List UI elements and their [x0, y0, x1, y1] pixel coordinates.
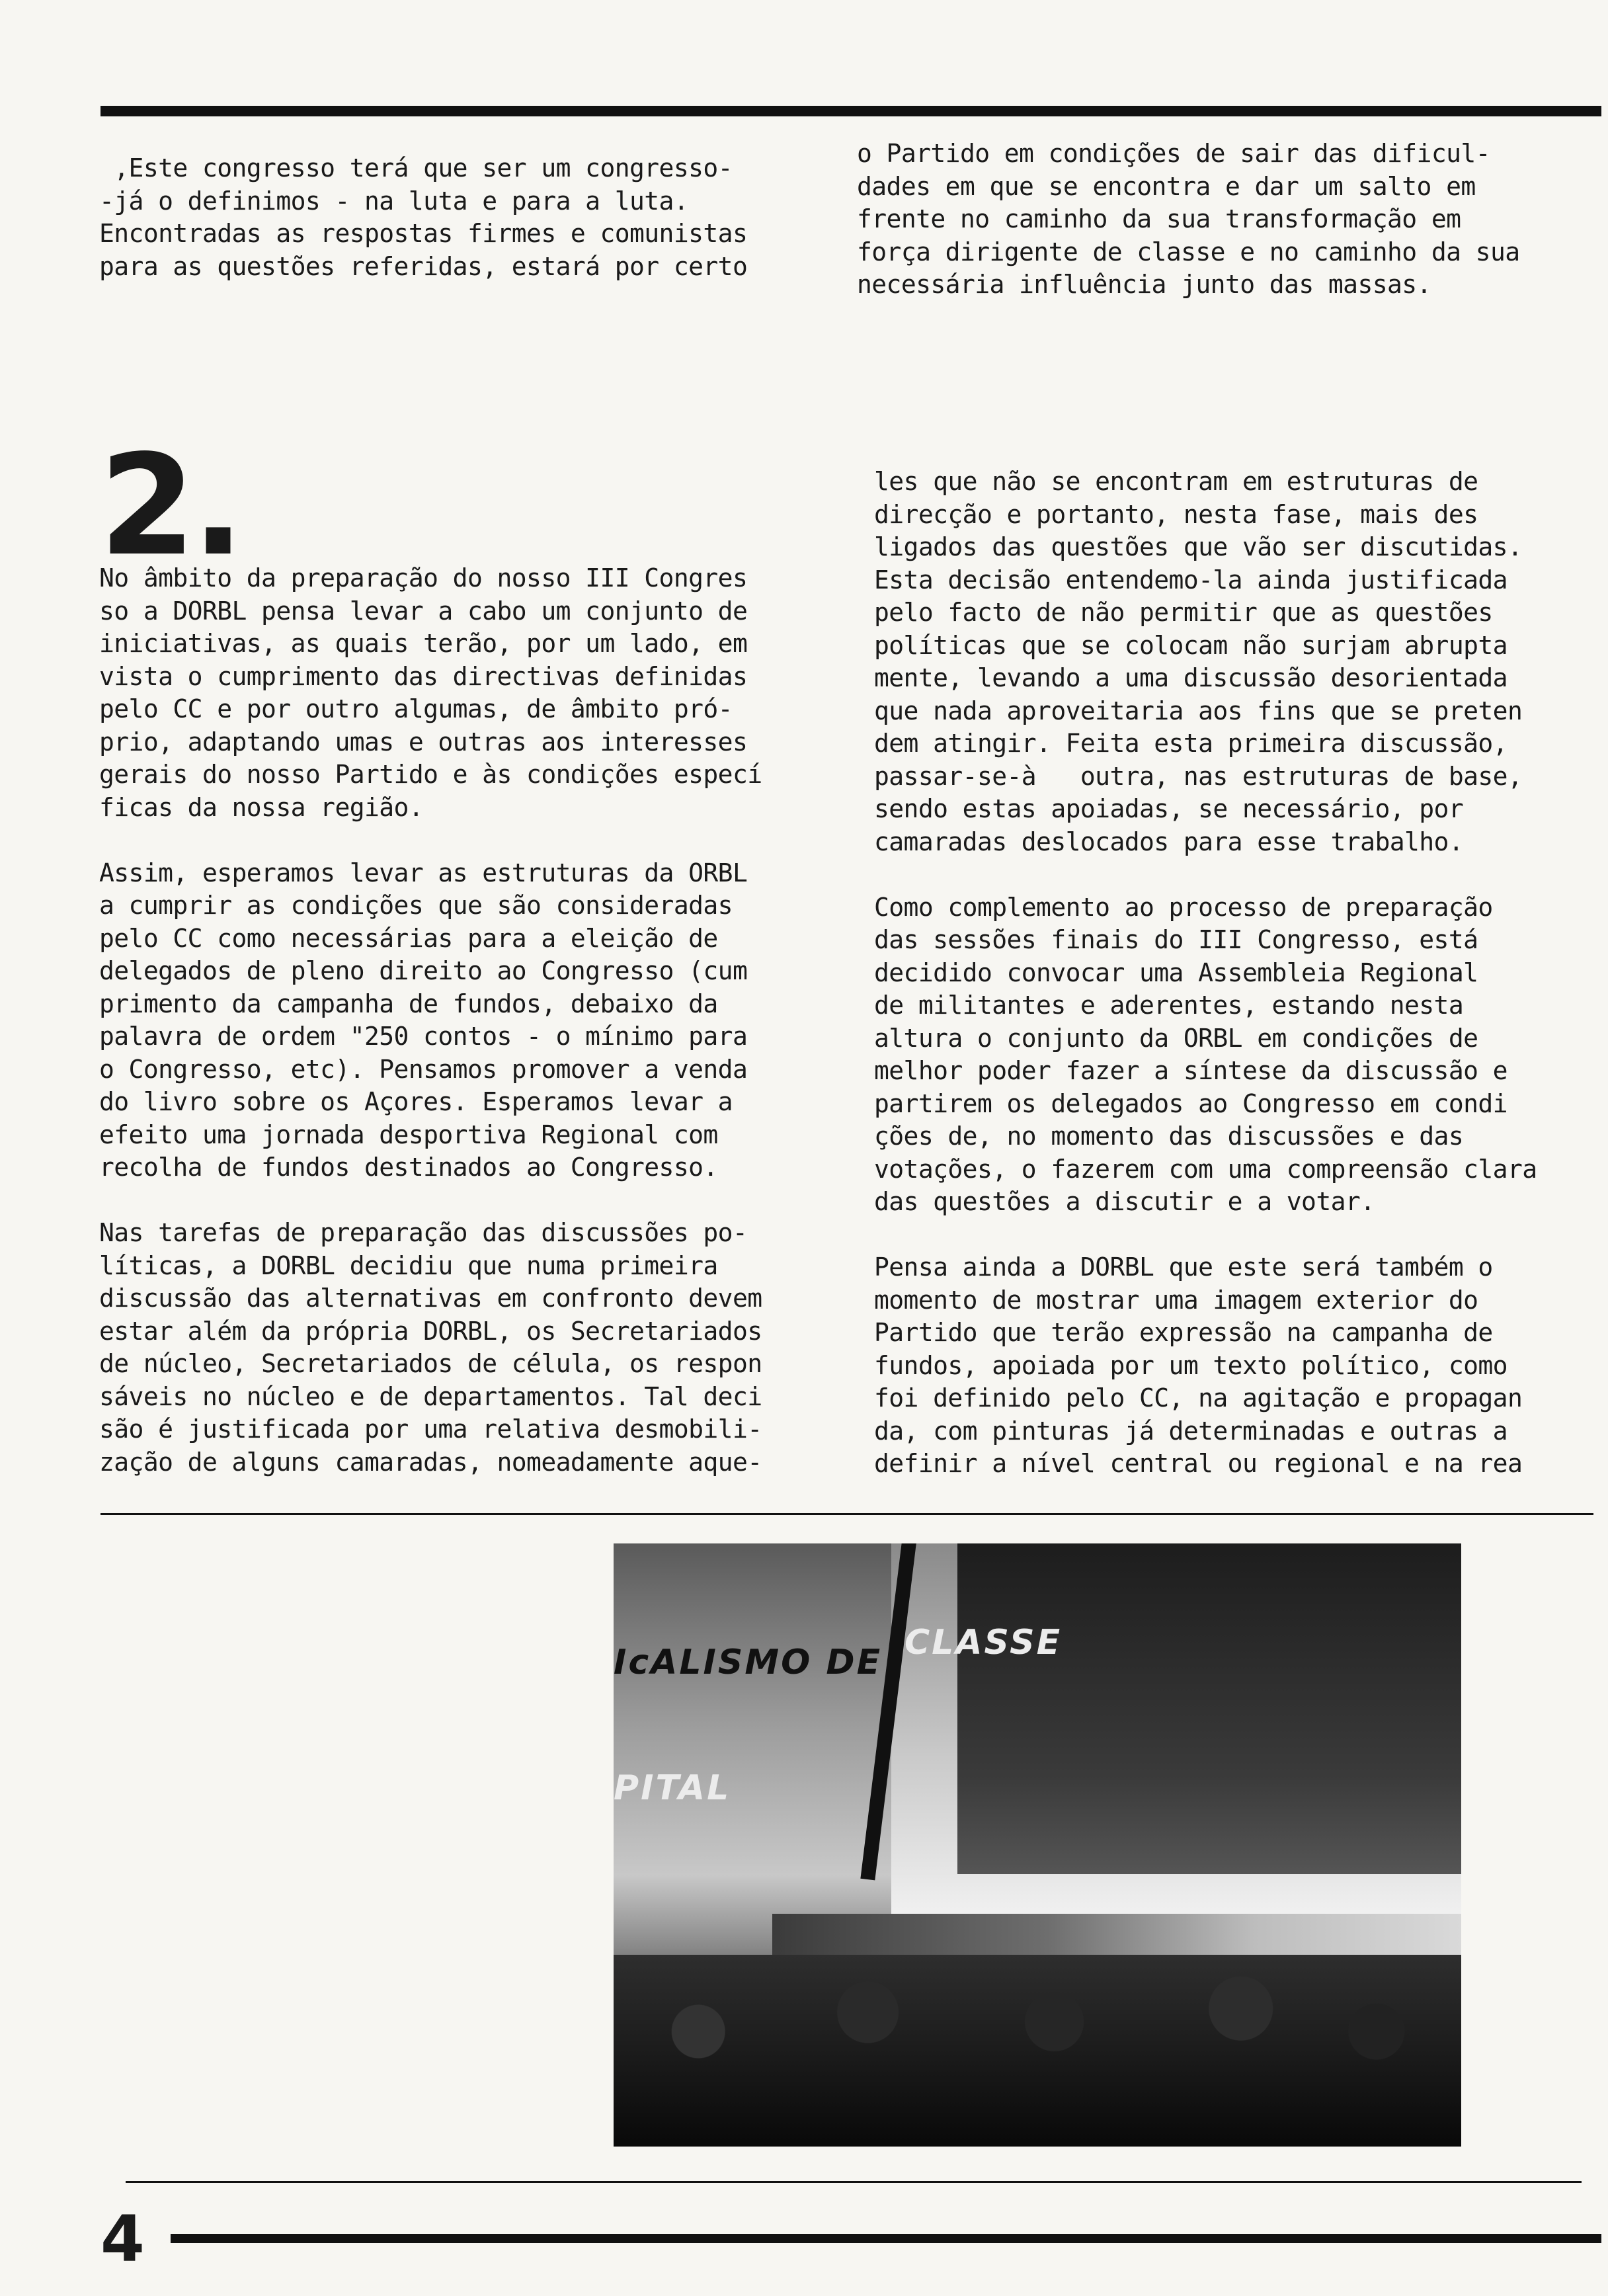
mid-rule [100, 1513, 1593, 1515]
bottom-thin-rule [126, 2181, 1582, 2183]
photo-banner-text-lower: PITAL [614, 1768, 731, 1808]
photo-banner-text-right: CLASSE [904, 1623, 1063, 1662]
section-right-column: les que não se encontram em estruturas de direcção e portanto, nesta fase, mais des ligados das questões que vão ser discutidas. Esta decisão entendemo-la ainda justificada pelo facto de não permitir que as questões políticas que se colocam não surjam abrupta mente, levando a uma discussão desorientada que nada aproveitaria aos fins que se preten dem atingir. Feita esta primeira discussão, passar-se-à outra, nas estruturas de base, sendo estas apoiadas, se necessário, por camaradas deslocados para esse trabalho. Como complemento ao processo de preparação das sessões finais do III Congresso, está decidido convocar uma Assembleia Regional de militantes e aderentes, estando nesta altura o conjunto da ORBL em condições de melhor poder fazer a síntese da discussão e partirem os delegados ao Congresso em condi ções de, no momento das discussões e das votações, o fazerem com uma compreensão clara das questões a discutir e a votar. Pensa ainda a DORBL que este será também o momento de mostrar uma imagem exterior do Partido que terão expressão na campanha de fundos, apoiada por um texto político, como foi definido pelo CC, na agitação e propagan da, com pinturas já determinadas e outras a definir a nível central ou regional e na rea [874, 467, 1537, 1478]
top-rule [100, 106, 1601, 116]
intro-left-column: ,Este congresso terá que ser um congresso- -já o definimos - na luta e para a luta. Encontradas as respostas firmes e comunistas para as questões referidas, estará por certo [99, 153, 748, 281]
page-number: 4 [100, 2202, 145, 2276]
bottom-thick-rule [171, 2234, 1601, 2243]
congress-photo [614, 1543, 1461, 2147]
section-numeral: 2. [99, 425, 241, 587]
photo-crowd [614, 1955, 1461, 2147]
section-left-column: No âmbito da preparação do nosso III Congres so a DORBL pensa levar a cabo um conjunto de iniciativas, as quais terão, por um lado, em vista o cumprimento das directivas definidas pelo CC e por outro algumas, de âmbito pró- prio, adaptando umas e outras aos interesses gerais do nosso Partido e às condições especí ficas da nossa região. Assim, esperamos levar as estruturas da ORBL a cumprir as condições que são consideradas pelo CC como necessárias para a eleição de delegados de pleno direito ao Congresso (cum primento da campanha de fundos, debaixo da palavra de ordem "250 contos - o mínimo para o Congresso, etc). Pensamos promover a venda do livro sobre os Açores. Esperamos levar a efeito uma jornada desportiva Regional com recolha de fundos destinados ao Congresso. Nas tarefas de preparação das discussões po- líticas, a DORBL decidiu que numa primeira discussão das alternativas em confronto devem estar além da própria DORBL, os Secretariados de núcleo, Secretariados de célula, os respon sáveis no núcleo e de departamentos. Tal deci são é justificada por uma relativa desmobili- zação de alguns camaradas, nomeadamente aque- [99, 563, 762, 1477]
photo-banner-text-left: IcALISMO DE [614, 1643, 883, 1682]
photo-dark-panel [957, 1543, 1461, 1874]
intro-right-column: o Partido em condições de sair das dificul- dades em que se encontra e dar um salto em frente no caminho da sua transformação em força dirigente de classe e no caminho da sua necessária influência junto das massas. [857, 139, 1520, 299]
